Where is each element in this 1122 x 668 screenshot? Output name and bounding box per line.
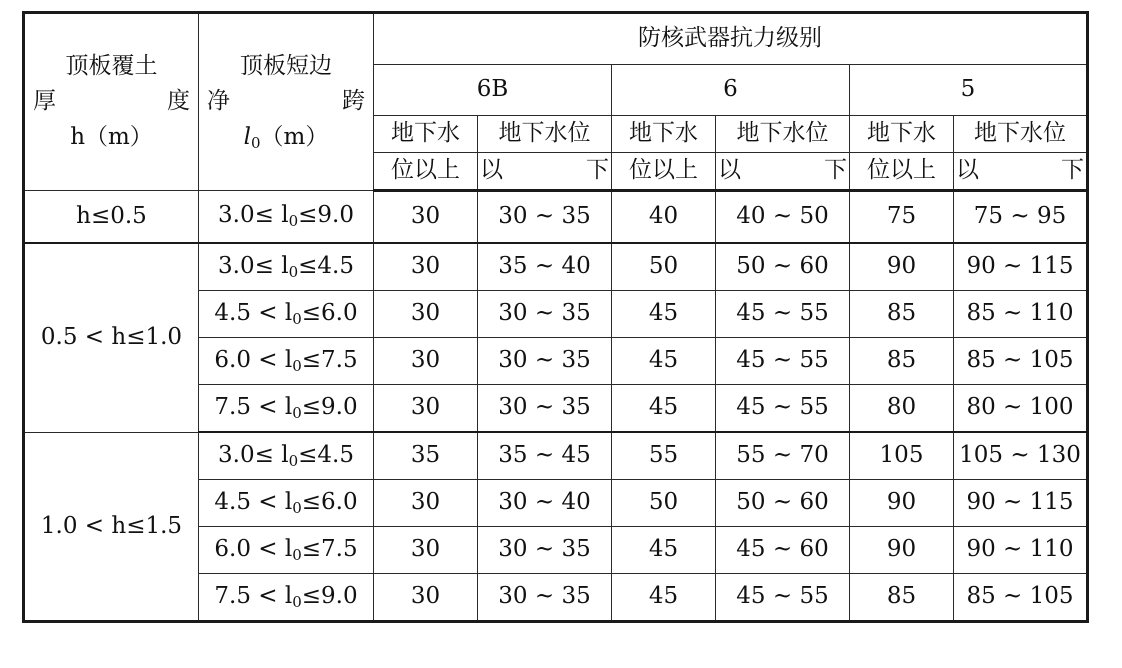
subheader-below-line1: 地下水位 xyxy=(954,116,1088,153)
subheader-above-line1: 地下水 xyxy=(850,116,954,153)
span-range-suffix: ≤6.0 xyxy=(301,299,358,326)
table-container xyxy=(22,11,1089,623)
cover-thickness-range: h≤0.5 xyxy=(24,191,199,244)
thickness-value: 30 xyxy=(374,385,478,433)
thickness-value: 55 xyxy=(612,432,716,480)
span-range xyxy=(199,574,374,622)
table-row xyxy=(24,191,1088,244)
thickness-value: 50 ~ 60 xyxy=(716,480,850,527)
thickness-value: 45 ~ 55 xyxy=(716,574,850,622)
header-level-5: 5 xyxy=(850,65,1088,116)
thickness-value: 45 xyxy=(612,527,716,574)
thickness-value: 90 ~ 115 xyxy=(954,480,1088,527)
header-protection-level: 防核武器抗力级别 xyxy=(374,13,1088,65)
subheader-above-line1: 地下水 xyxy=(612,116,716,153)
subheader-below-line2 xyxy=(716,153,850,191)
subheader-above-line1: 地下水 xyxy=(374,116,478,153)
header-span-var: l xyxy=(243,123,251,150)
header-short-span xyxy=(199,13,374,191)
span-range-prefix: 4.5 < l xyxy=(214,299,293,326)
thickness-value: 105 ~ 130 xyxy=(954,432,1088,480)
thickness-value: 30 xyxy=(374,291,478,338)
header-span-line2a: 净 xyxy=(207,88,230,115)
thickness-value: 35 ~ 40 xyxy=(478,243,612,291)
thickness-value: 90 ~ 115 xyxy=(954,243,1088,291)
subheader-below-line2a: 以 xyxy=(480,157,503,184)
span-range-subscript: 0 xyxy=(292,309,302,328)
header-cover-line3: h（m） xyxy=(70,123,153,150)
thickness-value: 75 xyxy=(850,191,954,244)
thickness-value: 90 ~ 110 xyxy=(954,527,1088,574)
span-range-suffix: ≤9.0 xyxy=(298,202,354,229)
span-range-prefix: 3.0≤ l xyxy=(218,202,289,229)
span-range-subscript: 0 xyxy=(288,451,299,470)
subheader-below-line1: 地下水位 xyxy=(478,116,612,153)
span-range-suffix: ≤4.5 xyxy=(298,252,354,279)
thickness-value: 30 ~ 35 xyxy=(478,338,612,385)
subheader-below-line2 xyxy=(954,153,1088,191)
thickness-value: 30 ~ 35 xyxy=(478,527,612,574)
span-range-subscript: 0 xyxy=(292,356,302,375)
header-span-line3 xyxy=(199,120,373,156)
thickness-value: 45 ~ 55 xyxy=(716,338,850,385)
thickness-value: 90 xyxy=(850,243,954,291)
span-range-suffix: ≤4.5 xyxy=(298,441,354,468)
cover-thickness-range: 0.5 < h≤1.0 xyxy=(24,243,199,432)
span-range xyxy=(199,338,374,385)
span-range-suffix: ≤7.5 xyxy=(301,535,358,562)
thickness-value: 30 ~ 35 xyxy=(478,291,612,338)
thickness-value: 30 xyxy=(374,480,478,527)
thickness-value: 75 ~ 95 xyxy=(954,191,1088,244)
header-span-line1: 顶板短边 xyxy=(240,52,332,79)
thickness-value: 45 xyxy=(612,574,716,622)
thickness-value: 45 xyxy=(612,291,716,338)
span-range-subscript: 0 xyxy=(288,212,299,231)
subheader-above-line2: 位以上 xyxy=(850,153,954,191)
thickness-value: 35 xyxy=(374,432,478,480)
span-range-prefix: 3.0≤ l xyxy=(218,441,289,468)
span-range-subscript: 0 xyxy=(292,545,302,564)
thickness-value: 55 ~ 70 xyxy=(716,432,850,480)
span-range xyxy=(199,527,374,574)
cover-thickness-range: 1.0 < h≤1.5 xyxy=(24,432,199,622)
header-level-6b: 6B xyxy=(374,65,612,116)
span-range xyxy=(199,480,374,527)
thickness-value: 30 xyxy=(374,338,478,385)
span-range-prefix: 6.0 < l xyxy=(214,346,293,373)
header-span-sub: 0 xyxy=(251,133,261,152)
thickness-value: 45 ~ 55 xyxy=(716,291,850,338)
header-cover-line2b: 度 xyxy=(167,88,190,115)
span-range xyxy=(199,243,374,291)
thickness-value: 45 ~ 60 xyxy=(716,527,850,574)
span-range-subscript: 0 xyxy=(292,403,302,422)
span-range-subscript: 0 xyxy=(292,498,302,517)
subheader-below-line2b: 下 xyxy=(586,157,609,184)
span-range-prefix: 3.0≤ l xyxy=(218,252,289,279)
span-range-subscript: 0 xyxy=(292,592,302,611)
thickness-value: 45 ~ 55 xyxy=(716,385,850,433)
thickness-value: 50 xyxy=(612,243,716,291)
subheader-below-line2b: 下 xyxy=(824,157,847,184)
thickness-value: 80 ~ 100 xyxy=(954,385,1088,433)
thickness-value: 40 ~ 50 xyxy=(716,191,850,244)
header-cover-thickness xyxy=(24,13,199,191)
header-cover-line1: 顶板覆土 xyxy=(65,52,158,79)
thickness-value: 30 ~ 40 xyxy=(478,480,612,527)
reinforcement-thickness-table xyxy=(22,11,1089,623)
thickness-value: 85 xyxy=(850,574,954,622)
span-range-prefix: 6.0 < l xyxy=(214,535,293,562)
thickness-value: 85 xyxy=(850,338,954,385)
thickness-value: 35 ~ 45 xyxy=(478,432,612,480)
span-range-prefix: 4.5 < l xyxy=(214,488,293,515)
subheader-below-line1: 地下水位 xyxy=(716,116,850,153)
span-range-prefix: 7.5 < l xyxy=(214,582,293,609)
span-range xyxy=(199,432,374,480)
span-range xyxy=(199,191,374,244)
span-range-prefix: 7.5 < l xyxy=(214,393,293,420)
table-row xyxy=(24,432,1088,480)
thickness-value: 90 xyxy=(850,480,954,527)
header-level-6: 6 xyxy=(612,65,850,116)
thickness-value: 45 xyxy=(612,385,716,433)
header-cover-line2a: 厚 xyxy=(33,88,56,115)
span-range-subscript: 0 xyxy=(288,262,299,281)
header-span-line2 xyxy=(199,84,373,120)
header-span-line2b: 跨 xyxy=(342,88,365,115)
subheader-above-line2: 位以上 xyxy=(374,153,478,191)
thickness-value: 80 xyxy=(850,385,954,433)
thickness-value: 85 ~ 105 xyxy=(954,574,1088,622)
thickness-value: 30 ~ 35 xyxy=(478,191,612,244)
subheader-above-line2: 位以上 xyxy=(612,153,716,191)
span-range-suffix: ≤6.0 xyxy=(301,488,358,515)
thickness-value: 30 xyxy=(374,191,478,244)
span-range-suffix: ≤9.0 xyxy=(301,582,358,609)
span-range xyxy=(199,291,374,338)
thickness-value: 50 ~ 60 xyxy=(716,243,850,291)
thickness-value: 30 ~ 35 xyxy=(478,385,612,433)
span-range-suffix: ≤9.0 xyxy=(301,393,358,420)
thickness-value: 30 xyxy=(374,527,478,574)
thickness-value: 105 xyxy=(850,432,954,480)
thickness-value: 85 ~ 105 xyxy=(954,338,1088,385)
thickness-value: 85 xyxy=(850,291,954,338)
span-range xyxy=(199,385,374,433)
thickness-value: 90 xyxy=(850,527,954,574)
header-span-unit: （m） xyxy=(260,123,329,150)
span-range-suffix: ≤7.5 xyxy=(301,346,358,373)
header-cover-line2 xyxy=(25,84,198,120)
thickness-value: 50 xyxy=(612,480,716,527)
thickness-value: 30 ~ 35 xyxy=(478,574,612,622)
thickness-value: 30 xyxy=(374,574,478,622)
subheader-below-line2b: 下 xyxy=(1061,157,1084,184)
table-row xyxy=(24,243,1088,291)
subheader-below-line2a: 以 xyxy=(956,157,979,184)
thickness-value: 30 xyxy=(374,243,478,291)
thickness-value: 40 xyxy=(612,191,716,244)
subheader-below-line2a: 以 xyxy=(718,157,741,184)
subheader-below-line2 xyxy=(478,153,612,191)
thickness-value: 85 ~ 110 xyxy=(954,291,1088,338)
thickness-value: 45 xyxy=(612,338,716,385)
